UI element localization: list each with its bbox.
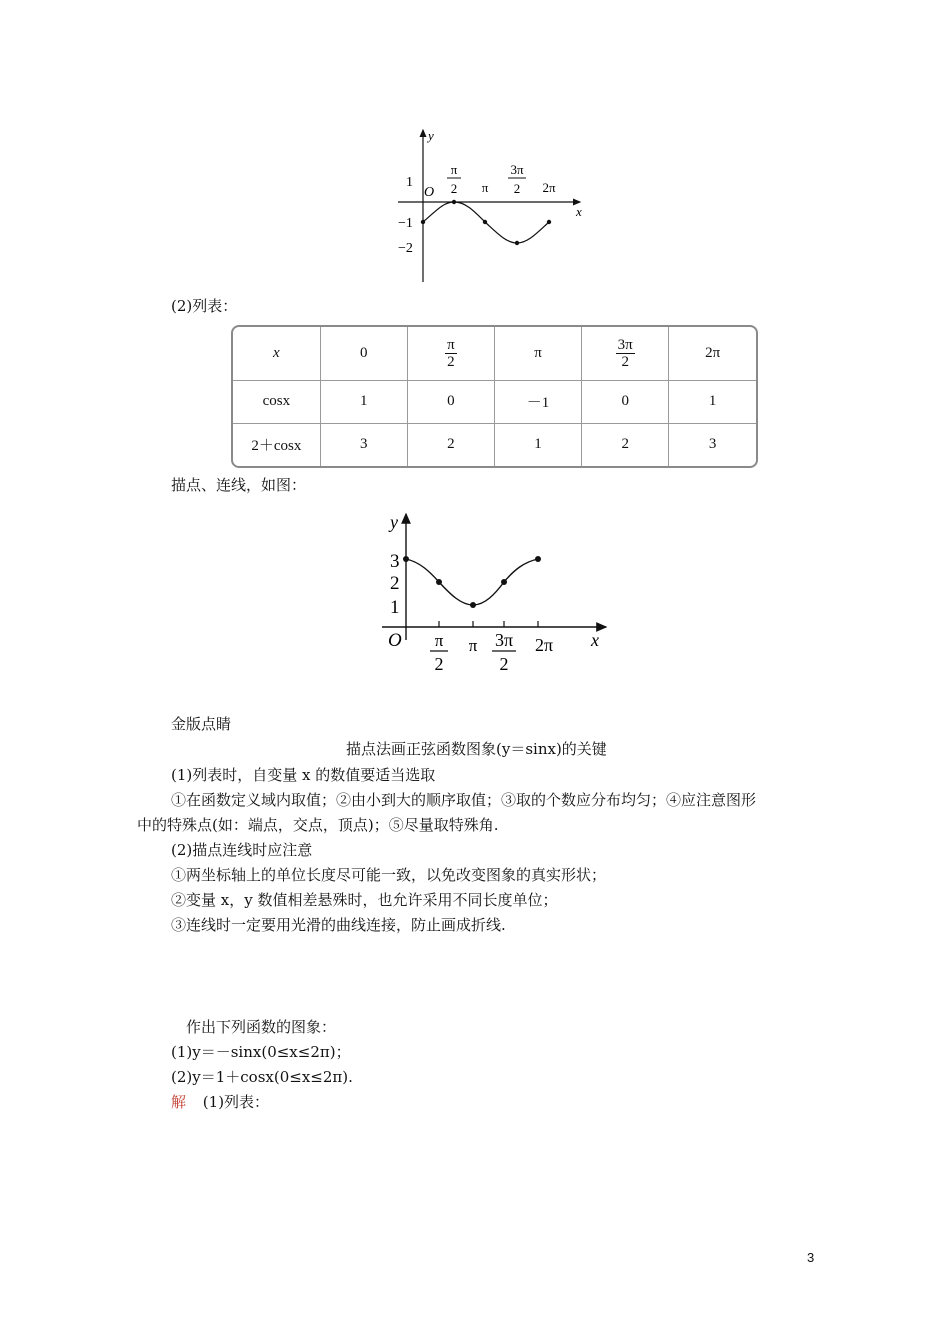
page-number: 3 bbox=[807, 1250, 815, 1265]
origin-label: O bbox=[388, 630, 402, 651]
fraction: $\frac{3\pi}{2}$ bbox=[617, 336, 633, 370]
graph-2 bbox=[368, 500, 618, 682]
tips-line: ①两坐标轴上的单位长度尽可能一致，以免改变图象的真实形状； bbox=[171, 866, 607, 884]
tips-title: 描点法画正弦函数图象(y＝sinx)的关键 bbox=[346, 740, 607, 758]
table-cell bbox=[582, 327, 669, 380]
table-cell: 3 bbox=[669, 423, 756, 466]
table-cell: 2 bbox=[582, 423, 669, 466]
table-cell: 2π bbox=[669, 327, 756, 380]
x-axis-label: x bbox=[576, 204, 582, 219]
fraction: $\frac{\pi}{2}$ bbox=[447, 336, 455, 370]
x-tick-label: π bbox=[434, 631, 444, 650]
tips-heading: 金版点睛 bbox=[171, 715, 232, 733]
value-table bbox=[231, 325, 758, 468]
table-cell: 2＋cosx bbox=[233, 423, 320, 466]
table-cell: cosx bbox=[233, 380, 320, 423]
table-cell: 3 bbox=[320, 423, 407, 466]
x-tick-label: 3π bbox=[510, 162, 524, 177]
table-cell: 1 bbox=[320, 380, 407, 423]
answer-line bbox=[171, 1092, 269, 1112]
x-tick-label: π bbox=[468, 636, 478, 655]
table-cell: 1 bbox=[494, 423, 581, 466]
answer-label: 解 bbox=[171, 1093, 187, 1111]
y-tick-label: 3 bbox=[390, 551, 400, 572]
tips-line: ②变量 x，y 数值相差悬殊时，也允许采用不同长度单位； bbox=[171, 891, 558, 909]
table-cell bbox=[407, 327, 494, 380]
table-cell: 2 bbox=[407, 423, 494, 466]
point bbox=[436, 579, 442, 585]
exercise-item-1: (1)y＝－sinx(0≤x≤2π)； bbox=[171, 1043, 351, 1061]
table-cell: 0 bbox=[320, 327, 407, 380]
plot-instruction: 描点、连线，如图： bbox=[171, 476, 307, 494]
tips-line: ①在函数定义域内取值；②由小到大的顺序取值；③取的个数应分布均匀；④应注意图形 bbox=[171, 791, 757, 809]
y-tick-label: −2 bbox=[398, 241, 413, 256]
point bbox=[421, 220, 425, 224]
x-tick-label: 3π bbox=[494, 630, 514, 650]
table-cell: 0 bbox=[582, 380, 669, 423]
x-tick-label: 2 bbox=[513, 181, 521, 196]
tips-line: 中的特殊点(如：端点，交点，顶点)；⑤尽量取特殊角. bbox=[137, 816, 499, 834]
y-tick-label: 1 bbox=[406, 175, 413, 190]
table-cell: x bbox=[233, 327, 320, 380]
tips-line: (1)列表时，自变量 x 的数值要适当选取 bbox=[171, 766, 436, 784]
point bbox=[403, 556, 409, 562]
graph-1 bbox=[388, 122, 594, 288]
x-tick-label: 2 bbox=[450, 181, 458, 196]
x-tick-label: π bbox=[450, 162, 458, 177]
origin-label: O bbox=[424, 185, 435, 200]
x-tick-label: 2π bbox=[542, 180, 556, 195]
point bbox=[547, 220, 551, 224]
curve bbox=[406, 559, 538, 605]
point bbox=[515, 241, 519, 245]
x-tick-label: 2π bbox=[534, 635, 554, 655]
x-tick-label: 2 bbox=[499, 654, 509, 674]
y-axis-label: y bbox=[390, 512, 398, 532]
table-row bbox=[233, 380, 756, 423]
y-tick-label: 2 bbox=[390, 573, 400, 594]
y-axis-label: y bbox=[428, 128, 434, 143]
y-tick-label: −1 bbox=[398, 216, 413, 231]
point bbox=[483, 220, 487, 224]
point bbox=[470, 602, 476, 608]
exercise-prompt: 作出下列函数的图象： bbox=[186, 1018, 337, 1036]
table-cell: 1 bbox=[669, 380, 756, 423]
table-row bbox=[233, 327, 756, 380]
tips-line: ③连线时一定要用光滑的曲线连接，防止画成折线. bbox=[171, 916, 506, 934]
y-tick-label: 1 bbox=[390, 597, 400, 618]
table-cell: π bbox=[494, 327, 581, 380]
table-cell: －1 bbox=[494, 380, 581, 423]
answer-text: (1)列表： bbox=[202, 1093, 270, 1111]
table-cell: 0 bbox=[407, 380, 494, 423]
tips-line: (2)描点连线时应注意 bbox=[171, 841, 313, 859]
x-tick-label: π bbox=[481, 180, 489, 195]
table-row bbox=[233, 423, 756, 466]
point bbox=[501, 579, 507, 585]
section-2-label: (2)列表： bbox=[171, 297, 238, 315]
point bbox=[452, 200, 456, 204]
point bbox=[535, 556, 541, 562]
exercise-item-2: (2)y＝1＋cosx(0≤x≤2π). bbox=[171, 1068, 353, 1086]
x-tick-label: 2 bbox=[434, 654, 444, 674]
x-axis-label: x bbox=[591, 630, 599, 650]
